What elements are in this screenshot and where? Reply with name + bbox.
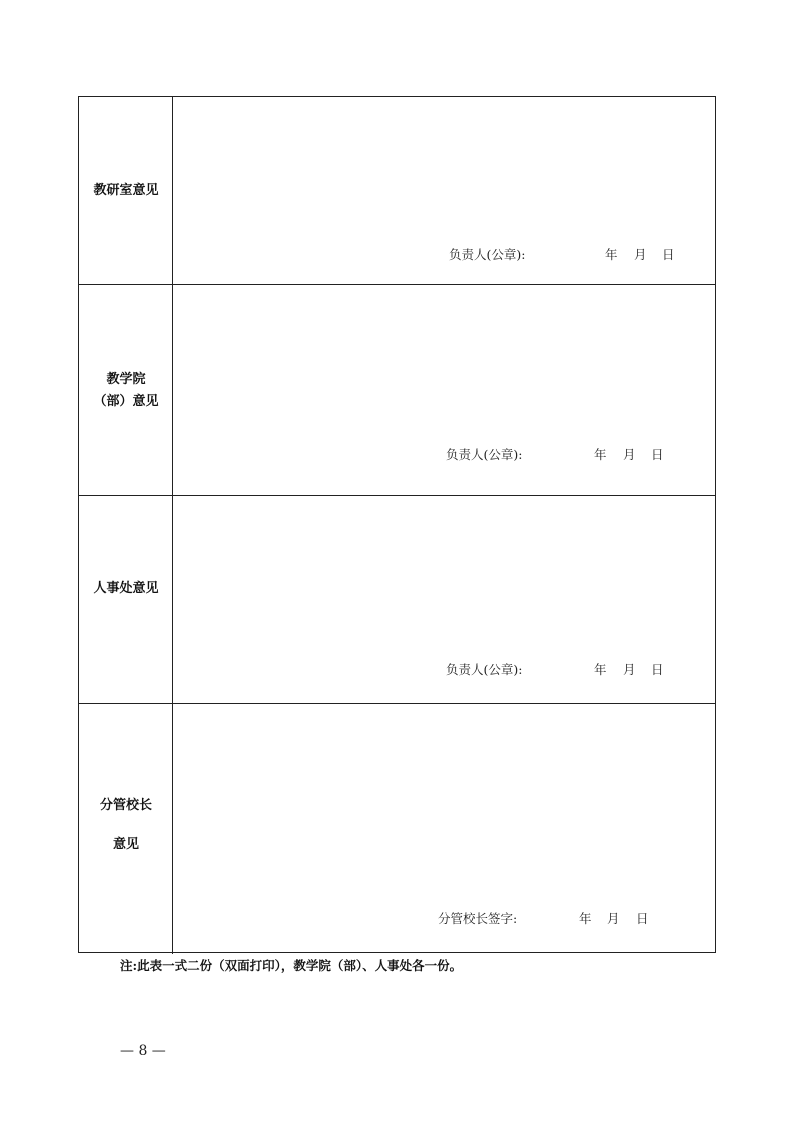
- row-vice-president: [79, 704, 715, 954]
- date-year: 年: [579, 911, 592, 926]
- date-year: 年: [594, 447, 607, 462]
- date-month: 月: [607, 911, 620, 926]
- approval-form-table: [78, 96, 716, 953]
- date-day: 日: [651, 447, 664, 462]
- signature-label: 分管校长签字:: [438, 911, 518, 926]
- row-label: 教研室意见: [93, 183, 159, 198]
- row-label-line2: 意见: [112, 837, 139, 852]
- row-label-cell: [79, 704, 173, 954]
- date-year: 年: [594, 662, 607, 677]
- date-day: 日: [662, 247, 675, 262]
- date-month: 月: [623, 447, 636, 462]
- page-number: — 8 —: [120, 1043, 166, 1059]
- row-label-cell: [79, 97, 173, 284]
- signature-label: 负责人(公章):: [446, 662, 523, 677]
- date-month: 月: [634, 247, 647, 262]
- row-label-cell: [79, 285, 173, 495]
- row-label-cell: [79, 496, 173, 703]
- row-label-line2: （部）意见: [93, 394, 159, 409]
- signature-label: 负责人(公章):: [449, 247, 526, 262]
- row-label: 人事处意见: [93, 581, 159, 596]
- date-day: 日: [651, 662, 664, 677]
- row-label-line1: 教学院: [106, 372, 146, 387]
- row-teaching-office: [79, 97, 715, 285]
- date-day: 日: [636, 911, 649, 926]
- row-label-line1: 分管校长: [99, 798, 152, 813]
- form-footnote: 注:此表一式二份（双面打印），教学院（部）、人事处各一份。: [120, 958, 463, 973]
- row-college: [79, 285, 715, 496]
- row-hr-office: [79, 496, 715, 704]
- date-year: 年: [605, 247, 618, 262]
- signature-label: 负责人(公章):: [446, 447, 523, 462]
- date-month: 月: [623, 662, 636, 677]
